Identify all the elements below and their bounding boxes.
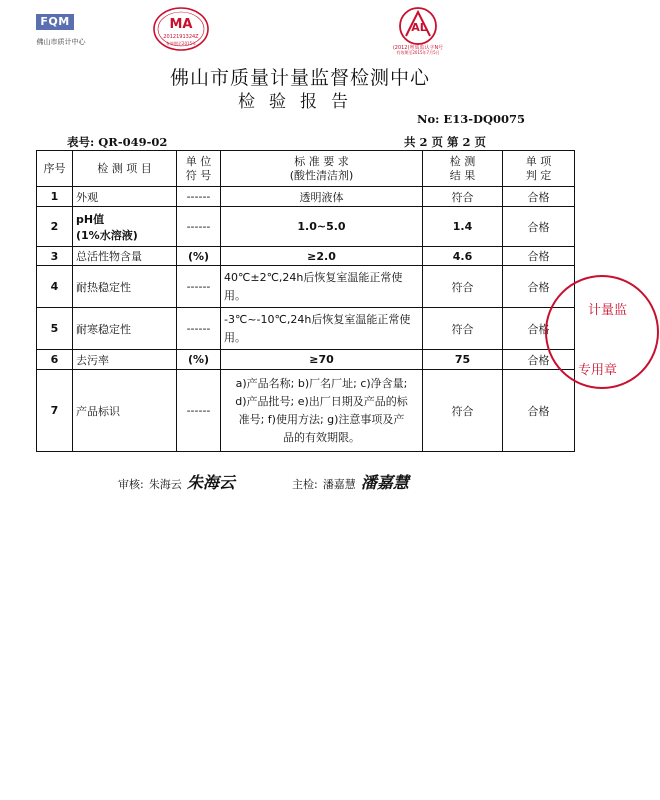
- row-unit: ------: [177, 370, 221, 452]
- row-seq: 1: [37, 187, 73, 207]
- report-title: 检验报告: [238, 92, 362, 112]
- header-item: 检 测 项 目: [73, 151, 177, 187]
- row-seq: 7: [37, 370, 73, 452]
- cal-note: 有效期至2015年7月5日: [396, 50, 440, 55]
- fqm-org-name: 佛山市质计中心: [36, 38, 86, 46]
- header-judgement: 单 项 判 定: [503, 151, 575, 187]
- row-result: 符合: [423, 308, 503, 350]
- row-seq: 2: [37, 207, 73, 247]
- row-judgement: 合格: [503, 350, 575, 370]
- row-seq: 3: [37, 247, 73, 266]
- row-unit: ------: [177, 187, 221, 207]
- report-number: No: E13-DQ0075: [417, 112, 525, 126]
- row-requirement: ≥2.0: [221, 247, 423, 266]
- row-unit: ------: [177, 308, 221, 350]
- cal-seal: [388, 6, 448, 56]
- row-judgement: 合格: [503, 308, 575, 350]
- cma-note: 有效期至2015年: [165, 41, 197, 46]
- row-seq: 4: [37, 266, 73, 308]
- row-requirement: -3℃~-10℃,24h后恢复室温能正常使 用。: [221, 308, 423, 350]
- reviewer-block: [118, 470, 235, 493]
- header-standard: 标 准 要 求 (酸性清洁剂): [221, 151, 423, 187]
- table-header-row: [37, 151, 575, 187]
- reviewer-label: 审核:: [118, 478, 144, 491]
- reviewer-signature: 朱海云: [186, 473, 235, 492]
- cma-seal: [152, 6, 210, 52]
- header-result: 检 测 结 果: [423, 151, 503, 187]
- inspector-block: [292, 470, 409, 493]
- row-requirement: 透明液体: [221, 187, 423, 207]
- row-judgement: 合格: [503, 266, 575, 308]
- inspector-label: 主检:: [292, 478, 318, 491]
- stamp-line-1: 计量监: [588, 303, 628, 318]
- cma-mark: MA: [169, 17, 193, 32]
- fqm-logo: FQM: [36, 14, 74, 30]
- table-row: [37, 266, 575, 308]
- row-judgement: 合格: [503, 187, 575, 207]
- row-unit: ------: [177, 207, 221, 247]
- row-requirement: 1.0~5.0: [221, 207, 423, 247]
- stamp-line-2: 专用章: [578, 363, 618, 378]
- row-seq: 5: [37, 308, 73, 350]
- header-unit: 单 位 符 号: [177, 151, 221, 187]
- row-judgement: 合格: [503, 247, 575, 266]
- form-number: 表号: QR-049-02: [67, 135, 168, 149]
- table-row: [37, 308, 575, 350]
- table-row: [37, 247, 575, 266]
- row-result: 符合: [423, 187, 503, 207]
- cma-number: 2012191324Z: [163, 34, 199, 40]
- row-item: 外观: [73, 187, 177, 207]
- row-item: 产品标识: [73, 370, 177, 452]
- inspection-table: [36, 150, 575, 452]
- inspection-stamp-icon: [540, 262, 660, 402]
- org-title: 佛山市质量计量监督检测中心: [169, 67, 430, 89]
- row-item: 耐热稳定性: [73, 266, 177, 308]
- row-item: 耐寒稳定性: [73, 308, 177, 350]
- table-row: [37, 350, 575, 370]
- cal-number: (2012)粤质监认字N号: [392, 45, 444, 51]
- row-result: 符合: [423, 370, 503, 452]
- row-requirement: 40℃±2℃,24h后恢复室温能正常使 用。: [221, 266, 423, 308]
- row-result: 4.6: [423, 247, 503, 266]
- row-item: 总活性物含量: [73, 247, 177, 266]
- row-unit: ------: [177, 266, 221, 308]
- row-judgement: 合格: [503, 370, 575, 452]
- row-seq: 6: [37, 350, 73, 370]
- row-judgement: 合格: [503, 207, 575, 247]
- row-requirement: a)产品名称; b)厂名厂址; c)净含量; d)产品批号; e)出厂日期及产品的标 准号; f)使用方法; g)注意事项及产 品的有效期限。: [221, 370, 423, 452]
- reviewer-name: 朱海云: [148, 478, 182, 491]
- page-info: 共 2 页 第 2 页: [404, 135, 487, 149]
- row-unit: (%): [177, 247, 221, 266]
- table-row: [37, 187, 575, 207]
- cal-mark: AL: [411, 21, 427, 34]
- row-item: 去污率: [73, 350, 177, 370]
- table-row: [37, 207, 575, 247]
- row-result: 符合: [423, 266, 503, 308]
- row-item: pH值 (1%水溶液): [73, 207, 177, 247]
- row-result: 1.4: [423, 207, 503, 247]
- table-row: [37, 370, 575, 452]
- header-seq: 序号: [37, 151, 73, 187]
- row-requirement: ≥70: [221, 350, 423, 370]
- inspector-signature: 潘嘉慧: [360, 473, 409, 492]
- row-unit: (%): [177, 350, 221, 370]
- inspector-name: 潘嘉慧: [322, 478, 356, 491]
- row-result: 75: [423, 350, 503, 370]
